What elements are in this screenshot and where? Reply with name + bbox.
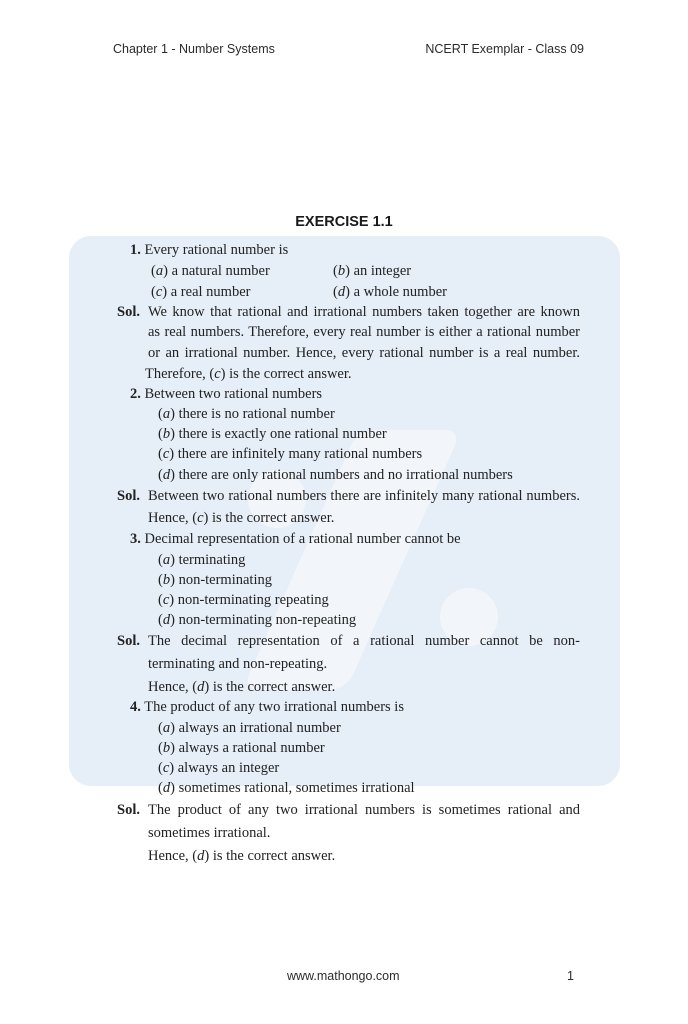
question-4 [130, 698, 404, 716]
option-a: (a) a natural number [151, 263, 270, 279]
solution-line: as real numbers. Therefore, every real number is either a rational number [148, 324, 580, 340]
exercise-title: EXERCISE 1.1 [295, 214, 393, 230]
question-3 [130, 530, 461, 548]
page-number: 1 [567, 969, 574, 983]
option-c: (c) there are infinitely many rational numbers [158, 446, 423, 462]
option-c: (c) always an integer [158, 760, 280, 776]
option-a: (a) terminating [158, 552, 246, 568]
footer-website: www.mathongo.com [287, 969, 400, 983]
option-d: (d) sometimes rational, sometimes irrational [158, 780, 415, 796]
solution-label: Sol. [117, 633, 140, 649]
option-c: (c) a real number [151, 284, 251, 300]
option-c: (c) non-terminating repeating [158, 592, 329, 608]
solution-line: or an irrational number. Hence, every rational number is a real number. [148, 345, 580, 361]
solution-line: Between two rational numbers there are infinitely many rational numbers. [148, 488, 580, 504]
question-number: 3. [130, 531, 141, 547]
option-d: (d) there are only rational numbers and no irrational numbers [158, 467, 513, 483]
question-text: Decimal representation of a rational number cannot be [144, 531, 461, 547]
question-2 [130, 385, 322, 403]
option-b: (b) an integer [333, 263, 412, 279]
solution-line: We know that rational and irrational numbers taken together are known [148, 304, 580, 320]
answer-line: Therefore, (c) is the correct answer. [145, 366, 352, 382]
solution-line: sometimes irrational. [148, 825, 271, 841]
option-d: (d) a whole number [333, 284, 447, 300]
question-1 [130, 241, 288, 259]
answer-line: Hence, (c) is the correct answer. [148, 510, 335, 526]
question-number: 1. [130, 242, 141, 258]
option-a: (a) there is no rational number [158, 406, 335, 422]
solution-line: terminating and non-repeating. [148, 656, 328, 672]
option-d: (d) non-terminating non-repeating [158, 612, 357, 628]
header-book-title: NCERT Exemplar - Class 09 [425, 42, 584, 56]
question-number: 4. [130, 699, 141, 715]
question-text: Every rational number is [144, 242, 289, 258]
option-a: (a) always an irrational number [158, 720, 341, 736]
question-number: 2. [130, 386, 141, 402]
option-b: (b) non-terminating [158, 572, 272, 588]
answer-line: Hence, (d) is the correct answer. [148, 848, 336, 864]
header-chapter-title: Chapter 1 - Number Systems [113, 42, 275, 56]
solution-line: The decimal representation of a rational number cannot be non- [148, 633, 580, 649]
option-b: (b) always a rational number [158, 740, 325, 756]
option-b: (b) there is exactly one rational number [158, 426, 387, 442]
question-text: The product of any two irrational numbers is [144, 699, 404, 715]
solution-label: Sol. [117, 304, 140, 320]
solution-line: The product of any two irrational numbers is sometimes rational and [148, 802, 580, 818]
solution-label: Sol. [117, 802, 140, 818]
answer-line: Hence, (d) is the correct answer. [148, 679, 336, 695]
question-text: Between two rational numbers [144, 386, 323, 402]
solution-label: Sol. [117, 488, 140, 504]
